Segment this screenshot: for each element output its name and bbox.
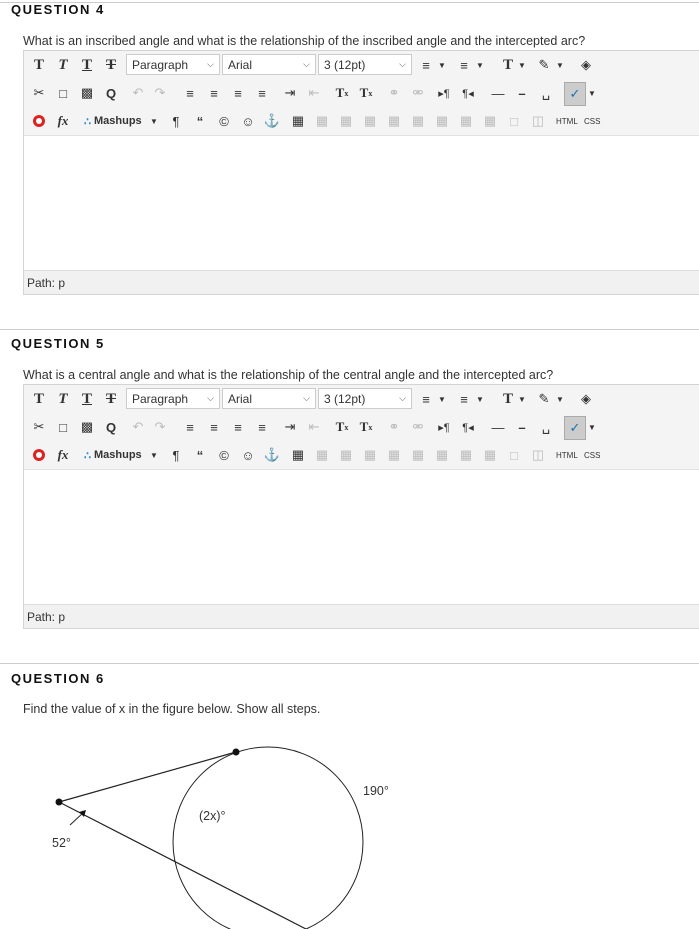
font-select-value: Arial — [228, 57, 253, 72]
undo-icon[interactable]: ↶ — [132, 419, 144, 434]
text-color-dropdown-icon[interactable]: ▼ — [518, 394, 526, 404]
bold-button[interactable]: T — [33, 390, 44, 407]
redo-icon[interactable]: ↷ — [154, 419, 166, 434]
mashups-dropdown-icon[interactable]: ▼ — [150, 450, 158, 460]
eraser-icon[interactable]: ◈ — [581, 391, 591, 406]
rtl-icon[interactable]: ¶◂ — [462, 87, 474, 100]
table-insert-col-before-icon[interactable]: ▦ — [435, 113, 449, 128]
chevron-down-icon: ⌵ — [399, 393, 406, 403]
question-4-text: What is an inscribed angle and what is the relationship of the inscribed angle and the intercepted arc? — [23, 34, 586, 48]
highlight-dropdown-icon[interactable]: ▼ — [556, 394, 564, 404]
record-icon[interactable] — [29, 444, 49, 466]
spellcheck-dropdown-icon[interactable]: ▼ — [588, 422, 596, 432]
numbered-list-dropdown-icon[interactable]: ▼ — [476, 60, 484, 70]
question-4-editor — [23, 50, 699, 295]
horizontal-rule-icon[interactable]: — — [491, 85, 505, 101]
highlight-pen-icon[interactable]: ✎ — [538, 57, 550, 72]
table-insert-row-after-icon[interactable]: ▦ — [387, 447, 401, 462]
copy-icon[interactable]: □ — [59, 419, 67, 435]
bold-button[interactable]: T — [33, 56, 44, 73]
size-select-value: 3 (12pt) — [324, 57, 366, 72]
superscript-icon[interactable]: T x — [335, 419, 349, 434]
font-select[interactable] — [222, 54, 316, 75]
question-4-title: QUESTION 4 — [11, 2, 105, 17]
table-cell-props-icon[interactable]: ▦ — [339, 447, 353, 462]
align-center-icon[interactable]: ≡ — [210, 419, 218, 435]
redo-icon[interactable]: ↷ — [154, 85, 166, 100]
find-icon[interactable]: Q — [105, 419, 117, 435]
unlink-icon[interactable]: ⚮ — [412, 85, 424, 100]
table-insert-row-before-icon[interactable]: ▦ — [363, 447, 377, 462]
align-justify-icon[interactable]: ≡ — [258, 419, 266, 435]
circle — [173, 747, 363, 929]
mashups-icon: ∴ — [84, 449, 91, 462]
size-select[interactable] — [318, 388, 412, 409]
size-select[interactable] — [318, 54, 412, 75]
toolbar-row-3 — [24, 441, 699, 470]
italic-button[interactable]: T — [58, 390, 68, 407]
emoticon-icon[interactable]: ☺ — [241, 113, 255, 129]
spellcheck-dropdown-icon[interactable]: ▼ — [588, 88, 596, 98]
size-select-value: 3 (12pt) — [324, 391, 366, 406]
chevron-down-icon: ⌵ — [399, 59, 406, 69]
table-delete-col-icon[interactable]: ▦ — [483, 113, 497, 128]
bullet-list-icon[interactable]: ≡ — [422, 391, 430, 407]
table-row-props-icon[interactable]: ▦ — [315, 113, 329, 128]
chevron-down-icon: ⌵ — [207, 59, 214, 69]
cut-icon[interactable]: ✂ — [33, 419, 45, 434]
pilcrow-icon[interactable]: ¶ — [172, 113, 180, 129]
anchor-icon[interactable]: ⚓ — [263, 447, 281, 462]
arc-near-label: (2x)° — [199, 809, 226, 823]
question-5-answer-area[interactable] — [24, 470, 699, 600]
font-select[interactable] — [222, 388, 316, 409]
table-split-cells-icon[interactable]: □ — [510, 113, 518, 129]
numbered-list-icon[interactable]: ≡ — [460, 57, 468, 73]
blockquote-icon[interactable]: “ — [196, 447, 204, 463]
find-icon[interactable]: Q — [105, 85, 117, 101]
toolbar-row-3 — [24, 107, 699, 136]
question-5-text: What is a central angle and what is the relationship of the central angle and the intercepted arc? — [23, 368, 554, 382]
numbered-list-dropdown-icon[interactable]: ▼ — [476, 394, 484, 404]
bullet-list-icon[interactable]: ≡ — [422, 57, 430, 73]
paste-icon[interactable]: ▩ — [80, 419, 94, 434]
question-6-text: Find the value of x in the figure below. Show all steps. — [23, 702, 321, 716]
math-fx-icon[interactable]: fx — [57, 113, 69, 128]
undo-icon[interactable]: ↶ — [132, 85, 144, 100]
paragraph-select[interactable] — [126, 388, 220, 409]
mashups-label: Mashups — [94, 449, 142, 461]
underline-button[interactable]: T — [81, 56, 92, 73]
paragraph-select-value: Paragraph — [132, 57, 189, 72]
superscript-icon[interactable]: T x — [335, 85, 349, 100]
nonbreaking-space-icon[interactable]: ␣ — [541, 419, 551, 434]
anchor-icon[interactable]: ⚓ — [263, 113, 281, 128]
question-6-divider — [0, 663, 699, 664]
paragraph-select-value: Paragraph — [132, 391, 189, 406]
separator-icon[interactable]: – — [518, 85, 526, 101]
mashups-dropdown-icon[interactable]: ▼ — [150, 116, 158, 126]
copy-icon[interactable]: □ — [59, 85, 67, 101]
paste-icon[interactable]: ▩ — [80, 85, 94, 100]
subscript-icon[interactable]: T x — [359, 419, 373, 434]
table-row-props-icon[interactable]: ▦ — [315, 447, 329, 462]
indent-icon[interactable]: ⇥ — [284, 419, 296, 434]
secant-tangent-figure — [0, 700, 699, 929]
table-split-cells-icon[interactable]: □ — [510, 447, 518, 463]
font-select-value: Arial — [228, 391, 253, 406]
align-center-icon[interactable]: ≡ — [210, 85, 218, 101]
align-right-icon[interactable]: ≡ — [234, 419, 242, 435]
css-button[interactable]: CSS — [584, 450, 601, 460]
path-value[interactable]: p — [58, 276, 66, 290]
table-delete-col-icon[interactable]: ▦ — [483, 447, 497, 462]
bullet-list-dropdown-icon[interactable]: ▼ — [438, 394, 446, 404]
highlight-dropdown-icon[interactable]: ▼ — [556, 60, 564, 70]
eraser-icon[interactable]: ◈ — [581, 57, 591, 72]
subscript-icon[interactable]: T x — [359, 85, 373, 100]
spellcheck-icon[interactable]: ✓ — [564, 416, 586, 440]
question-5-divider — [0, 329, 699, 330]
path-label: Path: — [27, 610, 56, 624]
ltr-icon[interactable]: ▸¶ — [438, 87, 450, 100]
table-icon[interactable]: ▦ — [291, 447, 305, 462]
underline-button[interactable]: T — [81, 390, 92, 407]
ltr-icon[interactable]: ▸¶ — [438, 421, 450, 434]
separator-icon[interactable]: – — [518, 419, 526, 435]
secant-line — [59, 802, 306, 929]
align-left-icon[interactable]: ≡ — [186, 419, 194, 435]
strikethrough-button[interactable]: T — [105, 390, 116, 407]
cut-icon[interactable]: ✂ — [33, 85, 45, 100]
table-insert-col-before-icon[interactable]: ▦ — [435, 447, 449, 462]
chevron-down-icon: ⌵ — [303, 393, 310, 403]
strikethrough-button[interactable]: T — [105, 56, 116, 73]
table-merge-cells-icon[interactable]: ◫ — [531, 447, 545, 462]
blockquote-icon[interactable]: “ — [196, 113, 204, 129]
vertex-point — [56, 799, 63, 806]
question-5-path-bar — [24, 604, 699, 628]
emoticon-icon[interactable]: ☺ — [241, 447, 255, 463]
align-right-icon[interactable]: ≡ — [234, 85, 242, 101]
table-cell-props-icon[interactable]: ▦ — [339, 113, 353, 128]
unlink-icon[interactable]: ⚮ — [412, 419, 424, 434]
tangent-point — [233, 749, 240, 756]
text-color-dropdown-icon[interactable]: ▼ — [518, 60, 526, 70]
css-button[interactable]: CSS — [584, 116, 601, 126]
link-icon[interactable]: ⚭ — [388, 419, 400, 434]
link-icon[interactable]: ⚭ — [388, 85, 400, 100]
question-5-title: QUESTION 5 — [11, 336, 105, 351]
spellcheck-icon[interactable]: ✓ — [564, 82, 586, 106]
rtl-icon[interactable]: ¶◂ — [462, 421, 474, 434]
chevron-down-icon: ⌵ — [303, 59, 310, 69]
outdent-icon[interactable]: ⇤ — [308, 85, 320, 100]
table-delete-row-icon[interactable]: ▦ — [411, 447, 425, 462]
toolbar-row-1 — [24, 385, 699, 414]
align-justify-icon[interactable]: ≡ — [258, 85, 266, 101]
highlight-pen-icon[interactable]: ✎ — [538, 391, 550, 406]
table-insert-col-after-icon[interactable]: ▦ — [459, 447, 473, 462]
italic-button[interactable]: T — [58, 56, 68, 73]
horizontal-rule-icon[interactable]: — — [491, 419, 505, 435]
table-merge-cells-icon[interactable]: ◫ — [531, 113, 545, 128]
mashups-icon: ∴ — [84, 115, 91, 128]
chevron-down-icon: ⌵ — [207, 393, 214, 403]
toolbar-row-2 — [24, 413, 699, 442]
text-color-button[interactable]: T — [502, 56, 513, 73]
paragraph-select[interactable] — [126, 54, 220, 75]
table-icon[interactable]: ▦ — [291, 113, 305, 128]
nonbreaking-space-icon[interactable]: ␣ — [541, 85, 551, 100]
copyright-icon[interactable]: © — [219, 113, 229, 129]
mashups-label: Mashups — [94, 115, 142, 127]
arc-far-label: 190° — [363, 784, 389, 798]
html-button[interactable]: HTML — [556, 450, 578, 460]
path-label: Path: — [27, 276, 56, 290]
copyright-icon[interactable]: © — [219, 447, 229, 463]
outdent-icon[interactable]: ⇤ — [308, 419, 320, 434]
table-insert-row-before-icon[interactable]: ▦ — [363, 113, 377, 128]
numbered-list-icon[interactable]: ≡ — [460, 391, 468, 407]
question-5-editor — [23, 384, 699, 629]
path-value[interactable]: p — [58, 610, 66, 624]
html-button[interactable]: HTML — [556, 116, 578, 126]
pilcrow-icon[interactable]: ¶ — [172, 447, 180, 463]
toolbar-row-2 — [24, 79, 699, 108]
question-4-path-bar — [24, 270, 699, 294]
tangent-line — [59, 752, 236, 802]
table-delete-row-icon[interactable]: ▦ — [411, 113, 425, 128]
toolbar-row-1 — [24, 51, 699, 80]
math-fx-icon[interactable]: fx — [57, 447, 69, 462]
question-6-title: QUESTION 6 — [11, 671, 105, 686]
align-left-icon[interactable]: ≡ — [186, 85, 194, 101]
question-4-answer-area[interactable] — [24, 136, 699, 266]
indent-icon[interactable]: ⇥ — [284, 85, 296, 100]
table-insert-col-after-icon[interactable]: ▦ — [459, 113, 473, 128]
table-insert-row-after-icon[interactable]: ▦ — [387, 113, 401, 128]
question-4-divider — [0, 2, 699, 3]
angle-label: 52° — [52, 836, 71, 850]
text-color-button[interactable]: T — [502, 390, 513, 407]
record-icon[interactable] — [29, 110, 49, 132]
bullet-list-dropdown-icon[interactable]: ▼ — [438, 60, 446, 70]
